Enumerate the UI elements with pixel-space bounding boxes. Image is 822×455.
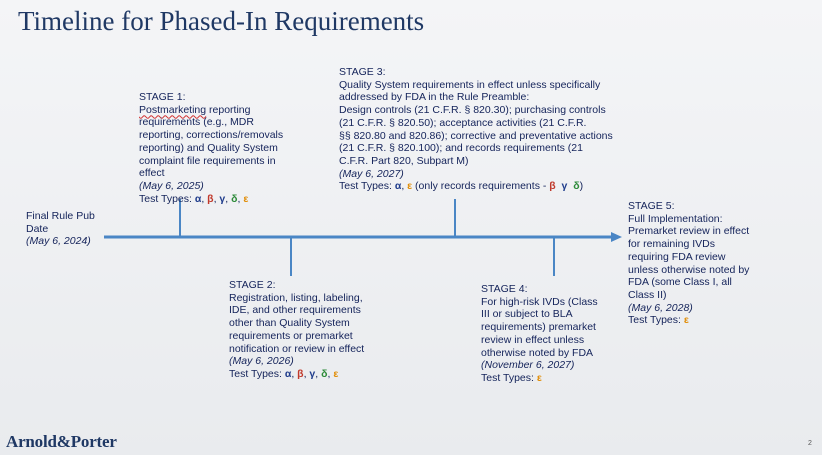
epsilon-symbol: ε	[243, 192, 249, 205]
timeline-arrowhead	[611, 232, 622, 242]
test-types-label: Test Types:	[229, 367, 285, 380]
stage5-line: Full Implementation:	[628, 212, 723, 225]
stage1-first-rest: reporting	[206, 103, 251, 116]
stage3-heading: STAGE 3:	[339, 66, 386, 78]
stage3-line: Design controls (21 C.F.R. § 820.30); purchasing controls	[339, 104, 606, 117]
stage1-line: reporting) and Quality System	[139, 141, 278, 154]
stage2-line: IDE, and other requirements	[229, 304, 361, 317]
epsilon-symbol: ε	[536, 371, 542, 384]
stage2-line: Registration, listing, labeling,	[229, 291, 363, 304]
test-types-label: Test Types:	[139, 192, 195, 205]
page-number: 2	[808, 440, 812, 447]
stage4-line: For high-risk IVDs (Class	[481, 295, 598, 308]
test-types-label: Test Types:	[628, 314, 684, 327]
gamma-symbol: γ	[219, 192, 226, 205]
stage1-heading: STAGE 1:	[139, 91, 186, 103]
stage3-line: (21 C.F.R. § 820.50); acceptance activities (21 C.F.R.	[339, 116, 587, 129]
stage1-line	[139, 104, 283, 117]
stage1-line: effect	[139, 167, 165, 180]
stage4-line: otherwise noted by FDA	[481, 346, 594, 359]
stage4-test-types	[481, 372, 598, 385]
beta-symbol: β	[549, 180, 556, 193]
stage1-first-word: Postmarketing	[139, 103, 207, 116]
stage2-line: other than Quality System	[229, 317, 350, 330]
stage1-date: (May 6, 2025)	[139, 179, 204, 192]
final-rule-block	[26, 210, 95, 248]
stage3-line: Quality System requirements in effect unless specifically	[339, 78, 601, 91]
delta-symbol: δ	[573, 180, 580, 193]
stage1-line: requirements (e.g., MDR	[139, 116, 254, 129]
stage1-test-types: Test Types: α, β, γ, δ, ε	[139, 192, 249, 205]
delta-symbol: δ	[321, 367, 328, 380]
stage5-test-types	[628, 314, 749, 327]
stage2-line: requirements or premarket	[229, 329, 353, 342]
stage2-date: (May 6, 2026)	[229, 355, 294, 368]
stage5-block	[628, 200, 749, 327]
stage4-line: III or subject to BLA	[481, 308, 573, 321]
stage2-test-types: Test Types: α, β, γ, δ, ε	[229, 367, 339, 380]
epsilon-symbol: ε	[683, 314, 689, 327]
stage3-date: (May 6, 2027)	[339, 167, 404, 180]
stage2-block	[229, 279, 364, 381]
stage5-line: Class II)	[628, 288, 667, 301]
final-rule-date: (May 6, 2024)	[26, 235, 91, 248]
test-types-label: Test Types:	[481, 371, 537, 384]
gamma-symbol: γ	[309, 367, 316, 380]
stage3-line: (21 C.F.R. § 820.100); and records requirements (21	[339, 142, 583, 155]
final-rule-line: Final Rule Pub	[26, 210, 95, 222]
stage2-heading: STAGE 2:	[229, 279, 276, 291]
alpha-symbol: α	[394, 180, 402, 193]
stage3-block	[339, 66, 613, 193]
beta-symbol: β	[297, 367, 304, 380]
stage2-line: notification or review in effect	[229, 342, 365, 355]
stage3-line: C.F.R. Part 820, Subpart M)	[339, 154, 469, 167]
stage4-block	[481, 283, 598, 385]
stage5-line: Premarket review in effect	[628, 225, 750, 238]
stage4-date: (November 6, 2027)	[481, 359, 575, 372]
alpha-symbol: α	[194, 192, 202, 205]
final-rule-line: Date	[26, 222, 49, 235]
gamma-symbol: γ	[561, 180, 568, 193]
stage1-line: complaint file requirements in	[139, 154, 276, 167]
test-types-label: Test Types:	[339, 180, 395, 193]
records-note-close: )	[579, 180, 584, 193]
stage4-line: review in effect unless	[481, 333, 585, 346]
stage1-line: reporting, corrections/removals	[139, 129, 284, 142]
records-note-open: (only records requirements -	[412, 180, 550, 193]
stage4-heading: STAGE 4:	[481, 283, 528, 295]
stage5-line: unless otherwise noted by	[628, 263, 750, 276]
epsilon-symbol: ε	[407, 180, 413, 193]
company-logo: Arnold&Porter	[6, 432, 117, 451]
delta-symbol: δ	[231, 192, 238, 205]
stage5-date: (May 6, 2028)	[628, 301, 693, 314]
beta-symbol: β	[207, 192, 214, 205]
stage3-line: addressed by FDA in the Rule Preamble:	[339, 91, 530, 104]
page-title: Timeline for Phased-In Requirements	[18, 6, 425, 36]
epsilon-symbol: ε	[333, 367, 339, 380]
stage5-heading: STAGE 5:	[628, 200, 675, 212]
stage4-line: requirements) premarket	[481, 321, 596, 334]
stage3-test-types: Test Types: α, ε (only records requirements - β γ δ)	[339, 180, 584, 193]
stage5-line: FDA (some Class I, all	[628, 276, 732, 289]
alpha-symbol: α	[284, 367, 292, 380]
stage5-line: for remaining IVDs	[628, 238, 715, 251]
stage5-line: requiring FDA review	[628, 250, 726, 263]
stage1-block	[139, 91, 283, 205]
stage3-line: §§ 820.80 and 820.86); corrective and preventative actions	[339, 129, 613, 142]
